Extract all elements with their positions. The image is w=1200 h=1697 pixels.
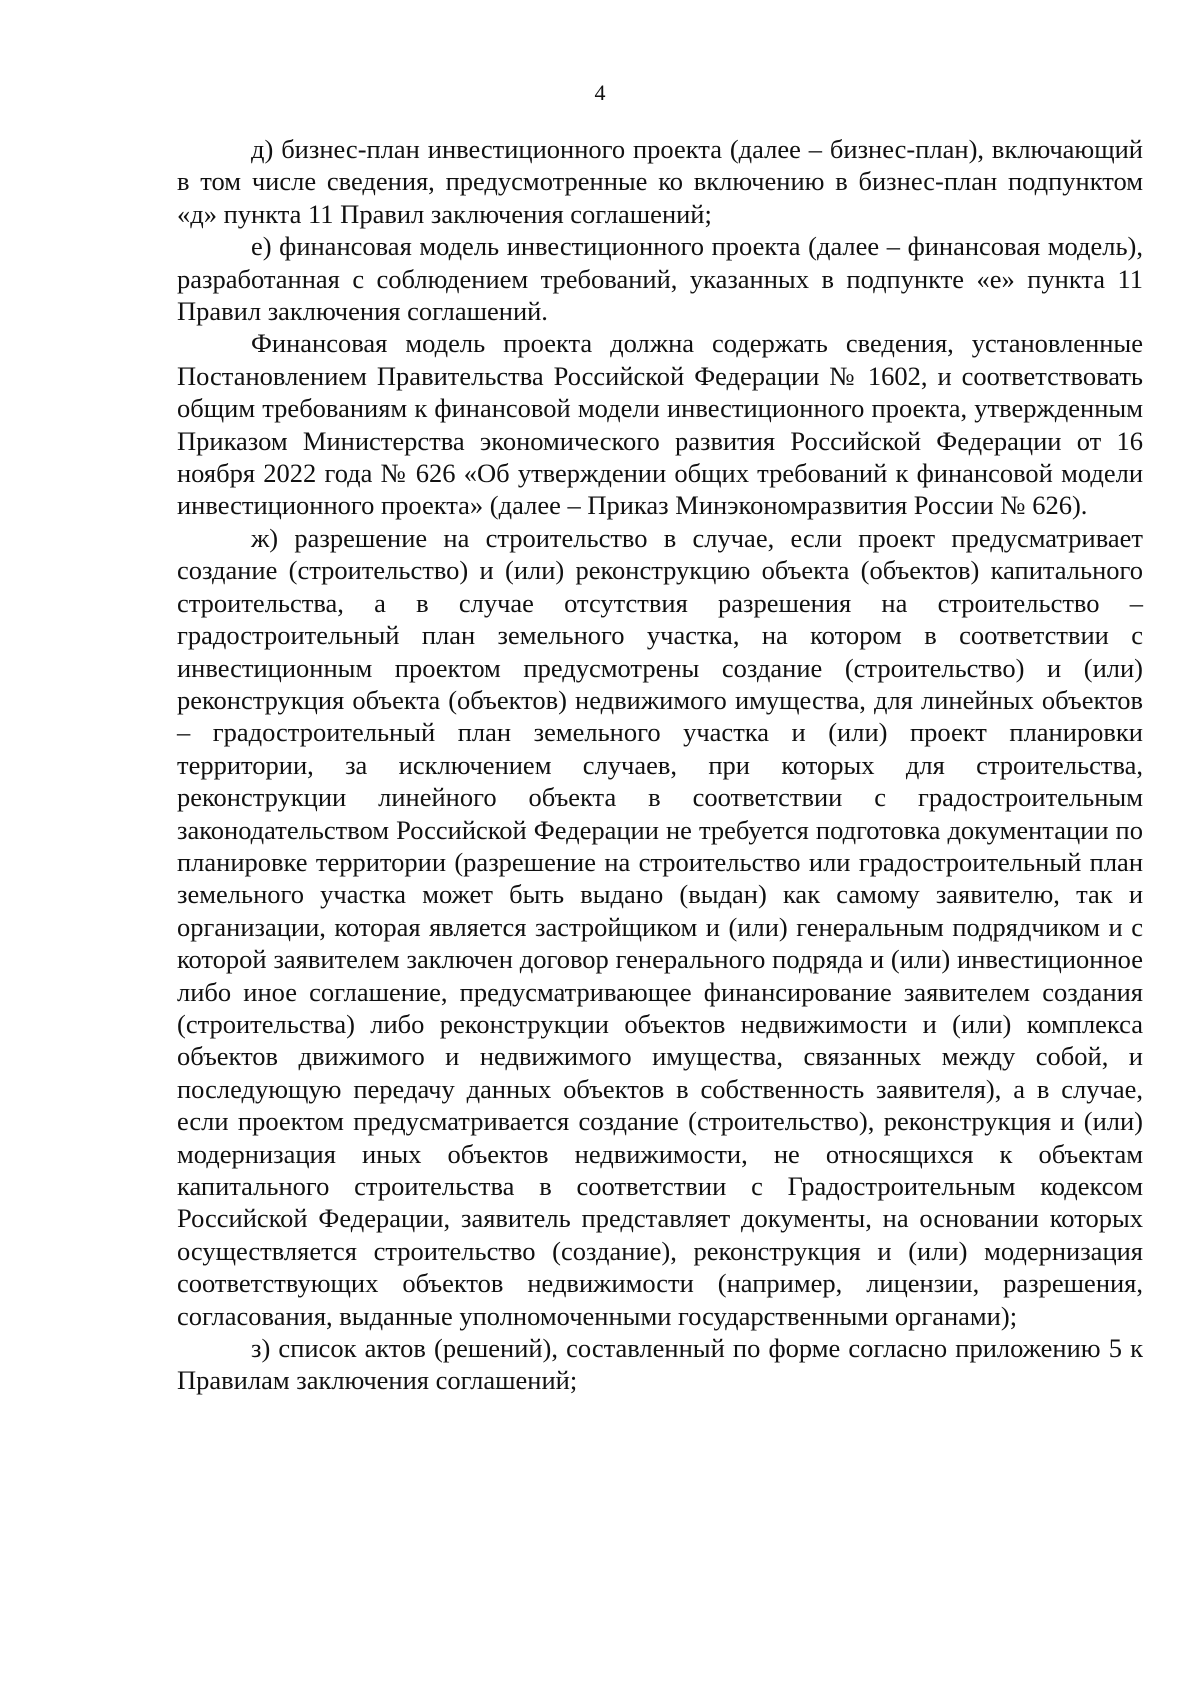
paragraph-item-d: д) бизнес-план инвестиционного проекта (далее – бизнес-план), включающий в том числе сведения, предусмотренные ко включению в бизнес-план подпунктом «д» пункта 11 Правил заключения соглашений; xyxy=(177,134,1143,229)
paragraph-item-zh: ж) разрешение на строительство в случае, если проект предусматривает создание (строительство) и (или) реконструкцию объекта (объектов) капитального строительства, а в случае отсутствия разрешения на строительство – градостроительный план земельного участка, на котором в соответствии с инвестиционным проектом предусмотрены создание (строительство) и (или) реконструкция объекта (объектов) недвижимого имущества, для линейных объектов – градостроительный план земельного участка и (или) проект планировки территории, за исключением случаев, при которых для строительства, реконструкции линейного объекта в соответствии с градостроительным законодательством Российской Федерации не требуется подготовка документации по планировке территории (разрешение на строительство или градостроительный план земельного участка может быть выдано (выдан) как самому заявителю, так и организации, которая является застройщиком и (или) генеральным подрядчиком и с которой заявителем заключен договор генерального подряда и (или) инвестиционное либо иное соглашение, предусматривающее финансирование заявителем создания (строительства) либо реконструкции объектов недвижимости и (или) комплекса объектов движимого и недвижимого имущества, связанных между собой, и последующую передачу данных объектов в собственность заявителя), а в случае, если проектом предусматривается создание (строительство), реконструкция и (или) модернизация иных объектов недвижимости, не относящихся к объектам капитального строительства в соответствии с Градостроительным кодексом Российской Федерации, заявитель представляет документы, на основании которых осуществляется строительство (создание), реконструкция и (или) модернизация соответствующих объектов недвижимости (например, лицензии, разрешения, согласования, выданные уполномоченными государственными органами); xyxy=(177,522,1143,1331)
paragraph-financial-model: Финансовая модель проекта должна содержать сведения, установленные Постановлением Правительства Российской Федерации № 1602, и соответствовать общим требованиям к финансовой модели инвестиционного проекта, утвержденным Приказом Министерства экономического развития Российской Федерации от 16 ноября 2022 года № 626 «Об утверждении общих требований к финансовой модели инвестиционного проекта» (далее – Приказ Минэкономразвития России № 626). xyxy=(177,328,1143,521)
paragraph-item-z: з) список актов (решений), составленный по форме согласно приложению 5 к Правилам заключения соглашений; xyxy=(177,1333,1143,1396)
paragraph-item-e: е) финансовая модель инвестиционного проекта (далее – финансовая модель), разработанная с соблюдением требований, указанных в подпункте «е» пункта 11 Правил заключения соглашений. xyxy=(177,231,1143,327)
document-body xyxy=(177,133,1143,1397)
page-number: 4 xyxy=(594,80,606,105)
